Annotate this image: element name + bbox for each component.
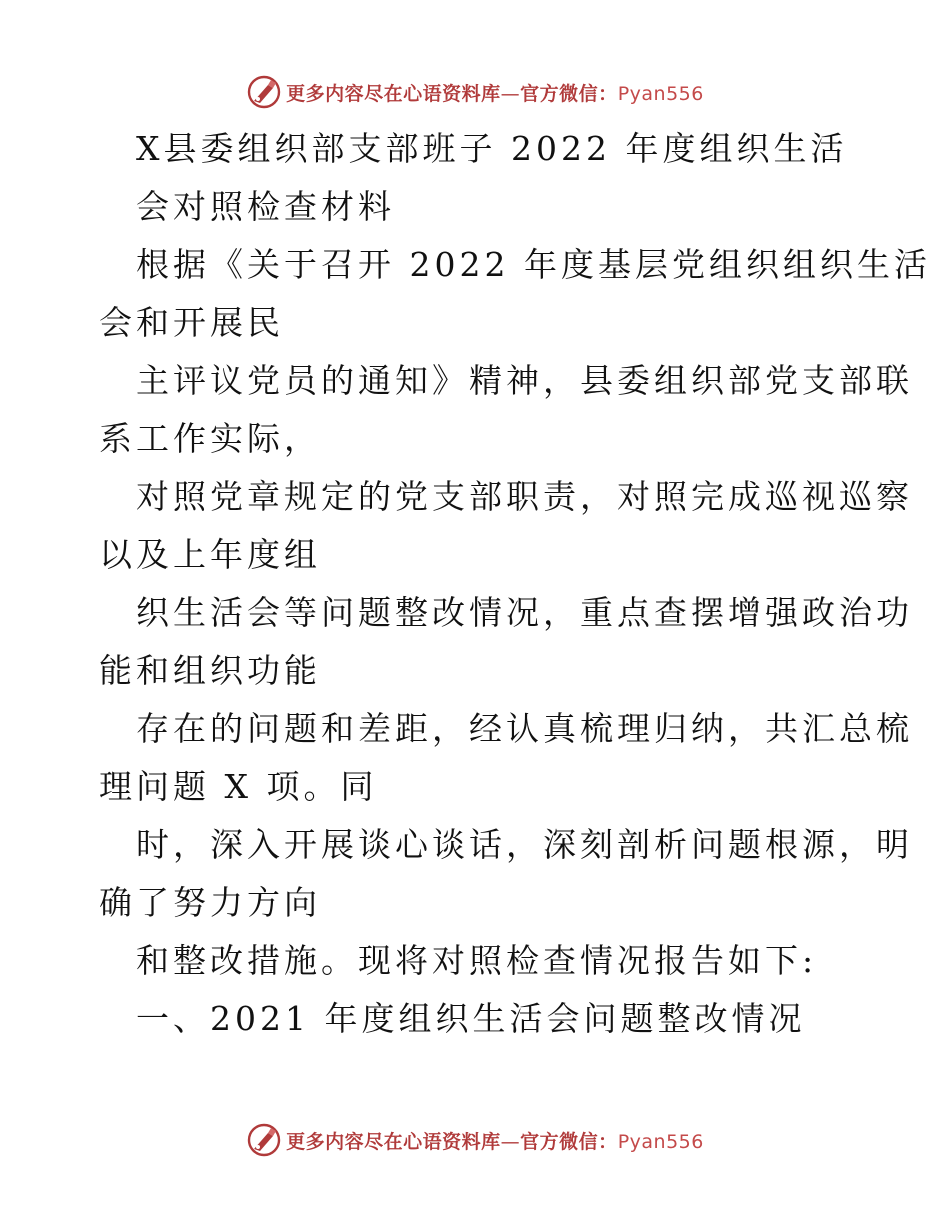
banner-separator: — [500,82,521,105]
paragraph-line: 确了努力方向 [99,883,321,922]
banner-contact-label: 官方微信： [520,82,618,105]
banner-contact-label: 官方微信： [520,1130,618,1153]
paragraph-line: 时，深入开展谈心谈话，深刻剖析问题根源，明 [136,825,913,864]
section-heading: 一、2021 年度组织生活会问题整改情况 [136,999,806,1038]
banner-brand: 更多内容尽在心语资料库 [286,82,501,105]
document-title-line-1: X县委组织部支部班子 2022 年度组织生活 [136,129,848,168]
document-title-line-2: 会对照检查材料 [136,187,395,226]
banner-contact-handle: Pyan556 [617,1130,704,1153]
paragraph-line: 存在的问题和差距，经认真梳理归纳，共汇总梳 [136,709,913,748]
paragraph-line: 对照党章规定的党支部职责，对照完成巡视巡察 [136,477,913,516]
paragraph-line: 以及上年度组 [99,535,321,574]
paragraph-line: 织生活会等问题整改情况，重点查摆增强政治功 [136,593,913,632]
banner-separator: — [500,1130,521,1153]
pen-nib-logo-icon [246,1122,282,1158]
banner-brand: 更多内容尽在心语资料库 [286,1130,501,1153]
paragraph-line: 和整改措施。现将对照检查情况报告如下: [136,941,818,980]
banner-contact-handle: Pyan556 [617,82,704,105]
pen-nib-logo-icon [246,74,282,110]
paragraph-line: 理问题 X 项。同 [99,767,378,806]
banner-text [286,79,704,106]
header-banner [0,72,950,112]
paragraph-line: 能和组织功能 [99,651,321,690]
footer-banner [0,1120,950,1160]
paragraph-line: 会和开展民 [99,303,284,342]
paragraph-line: 系工作实际， [99,419,321,458]
banner-text [286,1127,704,1154]
paragraph-line: 主评议党员的通知》精神，县委组织部党支部联 [136,361,913,400]
paragraph-line: 根据《关于召开 2022 年度基层党组织组织生活 [136,245,931,284]
